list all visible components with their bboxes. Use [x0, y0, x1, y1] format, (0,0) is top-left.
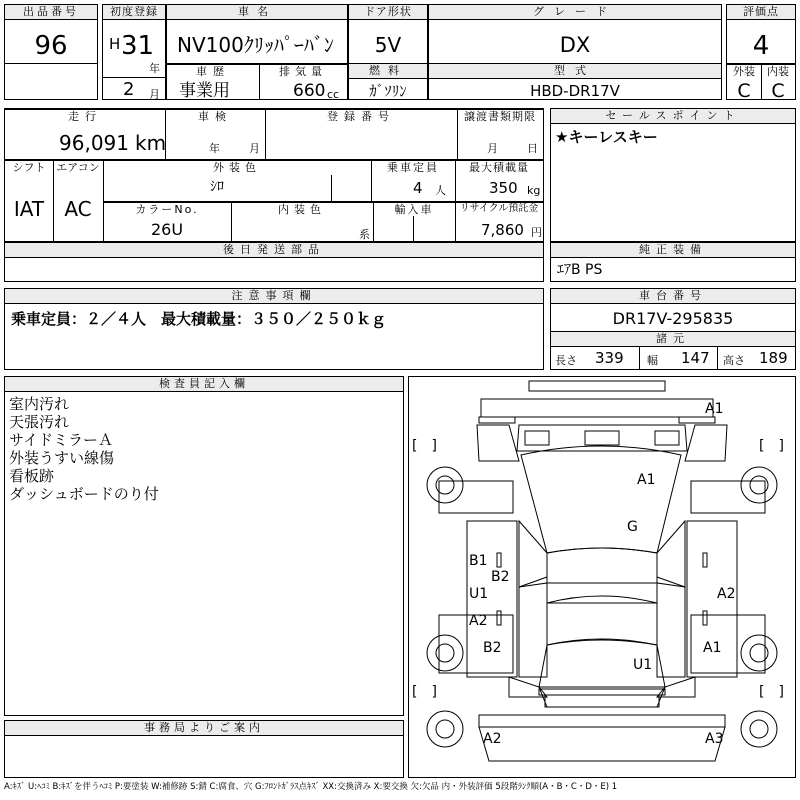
exterior-grade: C	[737, 80, 751, 102]
width-label: 幅	[647, 354, 658, 367]
caution-box	[4, 288, 544, 370]
mileage-unit: km	[135, 131, 167, 155]
length-label: 長さ	[555, 354, 577, 367]
damage-mark: B2	[491, 569, 510, 585]
grade-value: DX	[559, 33, 591, 57]
max-load-unit: kg	[527, 184, 541, 197]
grade-box	[428, 4, 722, 100]
model-label: 型式	[429, 64, 721, 79]
interior-label: 内装	[767, 65, 789, 78]
mileage-value: 96,091	[59, 131, 129, 155]
damage-mark: G	[627, 519, 638, 535]
legend-text: A:ｷｽﾞ U:ﾍｺﾐ B:ｷｽﾞを伴うﾍｺﾐ P:要塗装 W:補修跡 S:錆 C:腐食、穴 G:ﾌﾛﾝﾄｶﾞﾗｽ点ｷｽﾞ XX:交換済み X:要交換 欠:欠品 内・外装評価 5段階ﾗﾝｸ順(A・B・C・D・E) 1	[4, 782, 618, 792]
damage-mark: U1	[633, 657, 653, 673]
max-load-value: 350	[489, 179, 518, 197]
damage-mark: A2	[483, 731, 502, 747]
mileage-label: 走行	[68, 110, 102, 123]
damage-mark: A1	[705, 401, 724, 417]
transfer-label: 譲渡書類期限	[464, 110, 536, 123]
capacity-value: 4	[413, 179, 423, 197]
details-box	[4, 108, 544, 242]
chassis-box	[550, 288, 796, 370]
fuel-label: 燃料	[349, 64, 427, 79]
door-value: 5V	[374, 33, 402, 57]
sales-point-text: ★キーレスキー	[555, 128, 658, 146]
inspector-line: ダッシュボードのり付	[9, 485, 159, 503]
equipment-box	[550, 242, 796, 282]
ac-label: エアコン	[56, 161, 100, 174]
car-outline	[409, 377, 795, 777]
inspection-label: 車検	[198, 110, 232, 123]
displacement-label: 排気量	[279, 65, 327, 78]
equipment-label: 純正装備	[551, 243, 795, 258]
capacity-label: 乗車定員	[387, 161, 439, 174]
month-unit: 月	[149, 88, 160, 101]
damage-mark: A3	[705, 731, 724, 747]
dims-label: 諸元	[551, 332, 795, 347]
recycle-label: リサイクル預託金	[459, 203, 539, 214]
color-value: ｼﾛ	[210, 179, 224, 195]
caution-text: 乗車定員：２／４人 最大積載量：３５０／２５０ｋｇ	[11, 310, 387, 328]
vehicle-name-box	[166, 4, 348, 100]
ac-value: AC	[64, 197, 92, 221]
damage-mark: A2	[717, 586, 736, 602]
length-value: 339	[595, 349, 624, 367]
recycle-unit: 円	[531, 226, 542, 239]
lot-box	[4, 4, 98, 100]
inspection-year-unit: 年	[209, 142, 220, 155]
damage-mark: B2	[483, 640, 502, 656]
shift-label: シフト	[12, 161, 46, 174]
reg-year: 31	[121, 31, 155, 61]
lot-number: 96	[34, 31, 68, 61]
first-reg-label: 初度登録	[103, 5, 165, 20]
bracket-right: [ ]	[759, 438, 784, 454]
history-value: 事業用	[179, 81, 230, 101]
int-color-label: 内装色	[278, 203, 326, 216]
reg-month: 2	[123, 79, 135, 100]
era: H	[109, 35, 121, 53]
score-box	[726, 4, 796, 100]
inspector-box	[4, 376, 404, 716]
import-label: 輸入車	[394, 203, 434, 216]
damage-mark: B1	[469, 553, 488, 569]
office-label: 事務局よりご案内	[5, 721, 403, 736]
inspector-line: 天張汚れ	[9, 413, 70, 431]
inspector-line: サイドミラーＡ	[9, 431, 113, 449]
transfer-month-unit: 月	[487, 142, 498, 155]
later-parts-label: 後日発送部品	[5, 243, 543, 258]
history-label: 車歴	[196, 65, 230, 78]
score-value: 4	[752, 31, 770, 61]
chassis-number: DR17V-295835	[612, 309, 734, 328]
inspector-line: 看板跡	[9, 467, 55, 485]
color-label: 外装色	[213, 161, 261, 174]
max-load-label: 最大積載量	[469, 161, 529, 174]
fuel-value: ｶﾞｿﾘﾝ	[369, 82, 407, 100]
door-box	[348, 4, 428, 100]
interior-grade: C	[771, 80, 785, 102]
int-color-unit: 系	[359, 228, 370, 241]
door-label: ドア形状	[349, 5, 427, 20]
model-value: HBD-DR17V	[530, 82, 620, 100]
bracket-left-rear: [ ]	[412, 684, 437, 700]
exterior-label: 外装	[733, 65, 755, 78]
inspector-label: 検査員記入欄	[5, 377, 403, 392]
height-value: 189	[759, 349, 788, 367]
grade-label: グレード	[429, 5, 721, 20]
sales-point-box	[550, 108, 796, 242]
inspector-line: 室内汚れ	[9, 395, 70, 413]
displacement-unit: cc	[327, 88, 340, 101]
equipment-text: ｴｱB PS	[557, 262, 603, 278]
damage-diagram	[408, 376, 796, 778]
chassis-label: 車台番号	[551, 289, 795, 304]
year-unit: 年	[149, 62, 160, 75]
height-label: 高さ	[723, 354, 745, 367]
sales-point-label: セールスポイント	[551, 109, 795, 124]
transfer-day-unit: 日	[527, 142, 538, 155]
color-no-label: カラーNo.	[135, 203, 199, 216]
color-no-value: 26U	[150, 220, 184, 239]
width-value: 147	[681, 349, 710, 367]
later-parts-box	[4, 242, 544, 282]
name-label: 車名	[167, 5, 347, 20]
damage-mark: U1	[469, 586, 489, 602]
capacity-unit: 人	[435, 184, 446, 197]
recycle-value: 7,860	[481, 221, 524, 239]
shift-value: IAT	[13, 197, 45, 221]
caution-label: 注意事項欄	[5, 289, 543, 304]
first-registration-box	[102, 4, 166, 100]
bracket-left: [ ]	[412, 438, 437, 454]
lot-label: 出品番号	[5, 5, 97, 20]
inspector-line: 外装うすい線傷	[9, 449, 115, 467]
inspection-month-unit: 月	[249, 142, 260, 155]
damage-mark: A1	[703, 640, 722, 656]
damage-mark: A1	[637, 472, 656, 488]
damage-mark: A2	[469, 613, 488, 629]
displacement-value: 660	[293, 81, 326, 101]
office-box	[4, 720, 404, 778]
bracket-right-rear: [ ]	[759, 684, 784, 700]
plate-label: 登録番号	[327, 110, 395, 123]
vehicle-name: NV100ｸﾘｯﾊﾟｰﾊﾞﾝ	[177, 33, 334, 57]
score-label: 評価点	[727, 5, 795, 20]
